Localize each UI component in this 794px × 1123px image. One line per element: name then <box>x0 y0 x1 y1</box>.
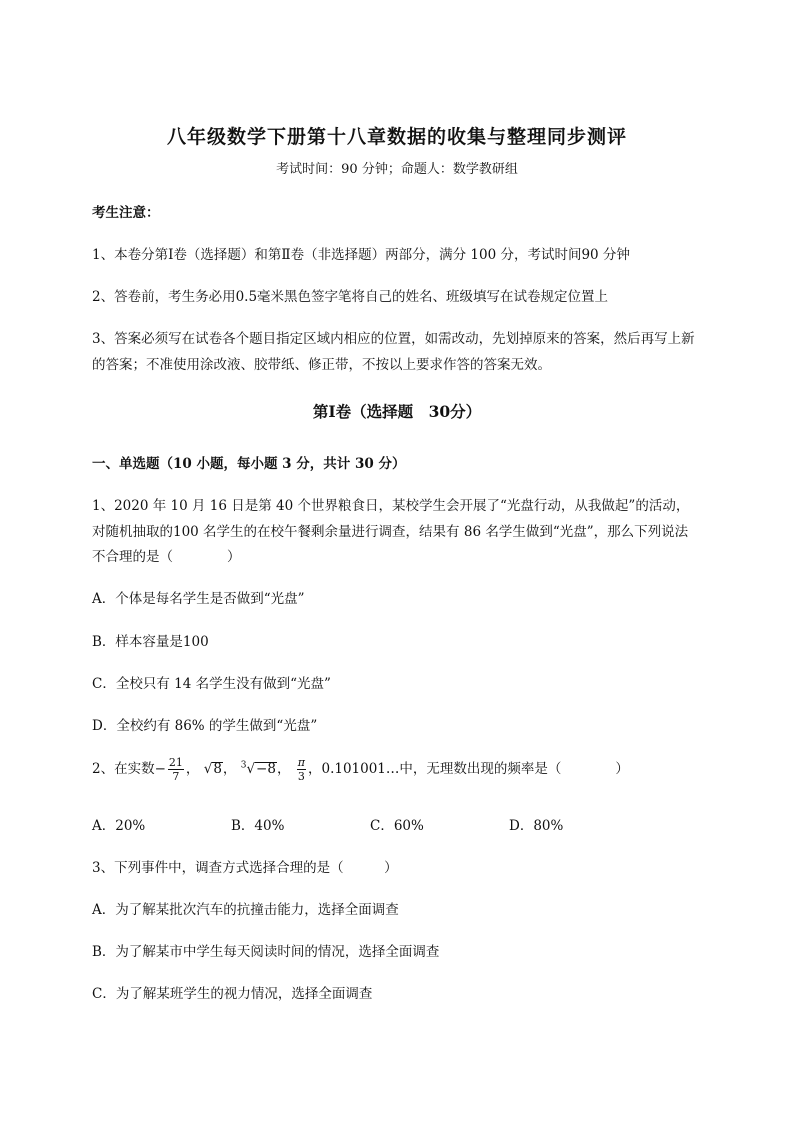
q2-fraction-1-denominator: 7 <box>172 770 180 783</box>
q1-stem-line-1: 1、2020 年 10 月 16 日是第 40 个世界粮食日，某校学生会开展了“光盘行动，从我做起”的活动， <box>92 498 690 514</box>
q2-fraction-1 <box>168 756 184 783</box>
q2-sep-3: ， <box>276 761 291 777</box>
notice-item-1: 1、本卷分第Ⅰ卷（选择题）和第Ⅱ卷（非选择题）两部分，满分 100 分，考试时间90 分钟 <box>92 247 630 263</box>
q2-sqrt-arg: 8 <box>213 761 222 777</box>
q1-option-a: A．个体是每名学生是否做到“光盘” <box>92 591 305 607</box>
q2-cbrt-sign: √ <box>246 761 256 777</box>
q2-prefix: 2、在实数 <box>92 761 155 777</box>
notice-item-3: 3、答案必须写在试卷各个题目指定区域内相应的位置，如需改动，先划掉原来的答案，然后再写上新 <box>92 331 695 347</box>
q3-option-b: B．为了解某市中学生每天阅读时间的情况，选择全面调查 <box>92 944 440 960</box>
q2-sep-1: ， <box>185 761 200 777</box>
q2-fraction-2-denominator: 3 <box>297 770 305 783</box>
notice-heading: 考生注意： <box>92 205 160 221</box>
section-title: 第Ⅰ卷（选择题 30分） <box>312 402 482 421</box>
q2-sqrt-sign: √ <box>203 761 213 777</box>
q2-tail: ，0.101001…中，无理数出现的频率是（ ） <box>307 761 629 777</box>
q2-cbrt-index: 3 <box>240 760 247 771</box>
page-title: 八年级数学下册第十八章数据的收集与整理同步测评 <box>166 126 627 148</box>
q2-options <box>92 814 563 834</box>
q1-stem-line-3: 不合理的是（ ） <box>92 549 241 565</box>
q2-cbrt <box>241 761 277 777</box>
q1-option-c: C．全校只有 14 名学生没有做到“光盘” <box>92 676 331 692</box>
q2-sep-2: ， <box>222 761 237 777</box>
q2-option-b: B．40% <box>231 818 285 834</box>
q2-option-a: A．20% <box>92 818 146 834</box>
q1-option-b: B．样本容量是100 <box>92 634 209 650</box>
q2-fraction-2 <box>297 756 306 783</box>
q3-option-a: A．为了解某批次汽车的抗撞击能力，选择全面调查 <box>92 902 399 918</box>
q3-stem: 3、下列事件中，调查方式选择合理的是（ ） <box>92 860 398 876</box>
part-title: 一、单选题（10 小题，每小题 3 分，共计 30 分） <box>92 456 406 472</box>
q2-minus: − <box>154 761 166 777</box>
q1-option-d: D．全校约有 86% 的学生做到“光盘” <box>92 718 318 734</box>
notice-item-3-cont: 的答案；不准使用涂改液、胶带纸、修正带，不按以上要求作答的答案无效。 <box>92 357 551 373</box>
q2-sqrt <box>204 761 223 777</box>
q2-option-c: C．60% <box>370 818 424 834</box>
q2-cbrt-arg: −8 <box>256 761 276 777</box>
exam-info: 考试时间：90 分钟；命题人：数学教研组 <box>276 162 518 177</box>
q2-fraction-1-numerator: 21 <box>168 756 183 769</box>
q3-option-c: C．为了解某班学生的视力情况，选择全面调查 <box>92 986 373 1002</box>
q2-option-d: D．80% <box>509 818 564 834</box>
q2-stem <box>92 756 629 783</box>
q1-stem-line-2: 对随机抽取的100 名学生的在校午餐剩余量进行调查，结果有 86 名学生做到“光盘”，那么下列说法 <box>92 524 689 540</box>
notice-item-2: 2、答卷前，考生务必用0.5毫米黑色签字笔将自己的姓名、班级填写在试卷规定位置上 <box>92 289 609 305</box>
q2-fraction-2-numerator: π <box>297 756 305 769</box>
